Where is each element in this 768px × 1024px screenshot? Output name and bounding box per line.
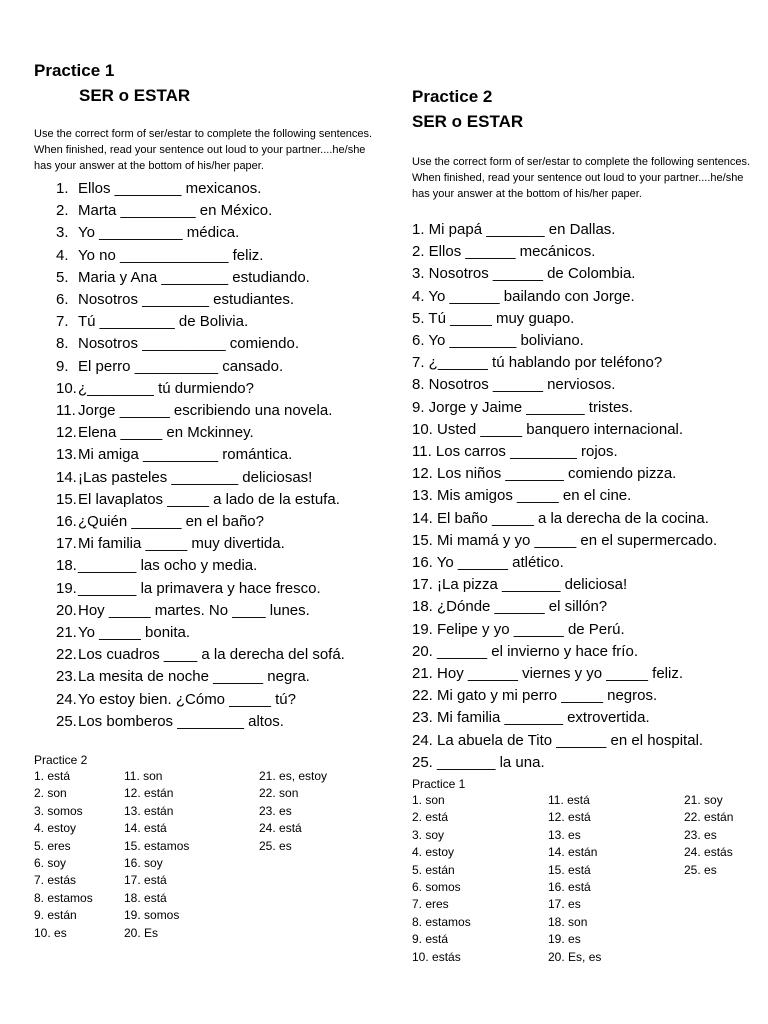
exercise-text: Nosotros ________ estudiantes. [78, 291, 294, 309]
exercise-item: 12. Los niños _______ comiendo pizza. [412, 465, 677, 483]
exercise-item [56, 600, 384, 622]
answer-key-entry: 12. está [548, 810, 591, 825]
answer-key-entry: 18. está [124, 890, 167, 905]
exercise-item: 1. Mi papá _______ en Dallas. [412, 221, 616, 238]
answer-key-entry: 11. está [548, 793, 590, 808]
exercise-item: 7. ¿______ tú hablando por teléfono? [412, 354, 663, 372]
exercise-item: 23. Mi familia _______ extrovertida. [412, 709, 650, 727]
exercise-text: Mi familia _____ muy divertida. [78, 535, 285, 553]
answer-key-entry: 9. está [412, 932, 449, 947]
answer-key-entry: 20. Es, es [548, 949, 602, 964]
answer-key-entry: 5. eres [34, 838, 71, 853]
answer-key-entry: 24. estás [684, 845, 733, 860]
answer-key-entry: 7. estás [34, 873, 77, 888]
answer-key-entry: 24. está [259, 821, 302, 836]
exercise-item [56, 422, 384, 444]
exercise-number: 12. [56, 424, 77, 442]
answer-key-entry: 21. es, estoy [259, 769, 328, 784]
exercise-number: 6. [56, 291, 69, 309]
exercise-number: 13. [56, 446, 77, 464]
answer-key-entry: 12. están [124, 786, 174, 801]
exercise-item [56, 533, 384, 555]
answer-key-entry: 4. estoy [412, 845, 455, 860]
exercise-item [56, 245, 384, 267]
exercise-item: 15. Mi mamá y yo _____ en el supermercado. [412, 531, 718, 549]
exercise-item [56, 267, 384, 289]
exercise-item: 2. Ellos ______ mecánicos. [412, 243, 596, 261]
exercise-number: 25. [56, 712, 77, 730]
exercise-text: Mi amiga _________ romántica. [78, 446, 293, 464]
practice-1-title: Practice 1 [34, 61, 115, 80]
answer-key-entry: 22. están [684, 810, 734, 825]
answer-key-entry: 23. es [684, 827, 717, 842]
practice-2-instructions: Use the correct form of ser/estar to complete the following sentences. When finished, read your sentence out loud to your partner....he/she has your answer at the bottom of his/her paper. [412, 156, 751, 200]
exercise-number: 16. [56, 513, 77, 531]
exercise-number: 5. [56, 268, 69, 286]
exercise-text: Ellos ________ mexicanos. [78, 180, 262, 197]
practice-1-exercise-list [56, 178, 384, 733]
exercise-text: Marta _________ en México. [78, 202, 273, 220]
practice-2-answer-key-title: Practice 1 [412, 777, 466, 792]
answer-key-entry: 14. están [548, 845, 598, 860]
exercise-item [56, 644, 384, 666]
answer-key-entry: 8. estamos [34, 890, 93, 905]
answer-key-entry: 2. está [412, 810, 449, 825]
exercise-item [56, 178, 384, 200]
answer-key-entry: 15. estamos [124, 838, 190, 853]
exercise-item [56, 555, 384, 577]
exercise-item [56, 400, 384, 422]
practice-2-answer-key [412, 793, 752, 967]
exercise-number: 23. [56, 668, 77, 686]
exercise-item: 5. Tú _____ muy guapo. [412, 309, 575, 327]
exercise-text: La mesita de noche ______ negra. [78, 668, 310, 686]
answer-key-entry: 18. son [548, 914, 588, 929]
answer-key-entry: 22. son [259, 786, 299, 801]
exercise-item: 9. Jorge y Jaime _______ tristes. [412, 398, 633, 416]
answer-key-entry: 6. soy [34, 856, 67, 871]
answer-key-entry: 2. son [34, 786, 67, 801]
exercise-number: 24. [56, 690, 77, 708]
answer-key-entry: 8. estamos [412, 914, 471, 929]
exercise-item: 8. Nosotros ______ nerviosos. [412, 376, 616, 394]
exercise-number: 9. [56, 357, 69, 375]
exercise-item [56, 356, 384, 378]
answer-key-entry: 19. es [548, 932, 581, 947]
practice-1-instructions: Use the correct form of ser/estar to complete the following sentences. When finished, read your sentence out loud to your partner....he/she has your answer at the bottom of his/her paper. [34, 128, 373, 172]
answer-key-entry: 25. es [259, 838, 292, 853]
exercise-text: Los bomberos ________ altos. [78, 712, 284, 730]
exercise-item [56, 689, 384, 711]
answer-key-entry: 1. está [34, 769, 71, 784]
exercise-text: ¿Quién ______ en el baño? [78, 513, 264, 531]
answer-key-entry: 17. es [548, 897, 581, 912]
exercise-item: 19. Felipe y yo ______ de Perú. [412, 620, 625, 638]
exercise-text: Yo no _____________ feliz. [78, 246, 264, 264]
exercise-text: Elena _____ en Mckinney. [78, 424, 254, 442]
exercise-item: 10. Usted _____ banquero internacional. [412, 420, 684, 438]
practice-2-title: Practice 2 [412, 87, 493, 106]
exercise-item [56, 289, 384, 311]
exercise-number: 2. [56, 202, 69, 220]
exercise-text: El lavaplatos _____ a lado de la estufa. [78, 490, 340, 508]
answer-key-entry: 21. soy [684, 793, 723, 808]
exercise-item [56, 200, 384, 222]
exercise-item: 24. La abuela de Tito ______ en el hospital. [412, 731, 704, 749]
exercise-item: 17. ¡La pizza _______ deliciosa! [412, 576, 628, 594]
practice-1-answer-key-title: Practice 2 [34, 753, 88, 768]
exercise-number: 4. [56, 246, 69, 264]
exercise-number: 3. [56, 224, 69, 242]
exercise-text: Nosotros __________ comiendo. [78, 335, 299, 353]
exercise-item [56, 333, 384, 355]
exercise-item [56, 622, 384, 644]
exercise-text: Jorge ______ escribiendo una novela. [78, 402, 333, 420]
exercise-text: Tú _________ de Bolivia. [78, 313, 249, 331]
exercise-text: Yo _____ bonita. [78, 624, 191, 642]
answer-key-entry: 23. es [259, 803, 292, 818]
answer-key-entry: 15. está [548, 862, 591, 877]
exercise-text: _______ las ocho y media. [78, 557, 258, 575]
answer-key-entry: 17. está [124, 873, 167, 888]
answer-key-entry: 25. es [684, 862, 717, 877]
exercise-text: _______ la primavera y hace fresco. [78, 579, 321, 597]
exercise-item: 25. _______ la una. [412, 753, 545, 771]
exercise-text: Yo estoy bien. ¿Cómo _____ tú? [78, 690, 296, 708]
answer-key-entry: 11. son [124, 769, 163, 784]
exercise-number: 7. [56, 313, 69, 331]
exercise-item: 6. Yo ________ boliviano. [412, 332, 584, 350]
exercise-item [56, 378, 384, 400]
exercise-item: 14. El baño _____ a la derecha de la cocina. [412, 509, 709, 527]
exercise-number: 15. [56, 490, 77, 508]
exercise-item: 21. Hoy ______ viernes y yo _____ feliz. [412, 665, 684, 683]
exercise-item [56, 578, 384, 600]
answer-key-entry: 19. somos [124, 908, 180, 923]
exercise-item [56, 222, 384, 244]
answer-key-entry: 16. está [548, 880, 591, 895]
exercise-number: 17. [56, 535, 77, 553]
practice-1-subtitle: SER o ESTAR [79, 86, 191, 105]
exercise-number: 14. [56, 468, 77, 486]
practice-1-answer-key [34, 769, 384, 943]
answer-key-entry: 10. estás [412, 949, 461, 964]
exercise-number: 21. [56, 624, 77, 642]
answer-key-entry: 6. somos [412, 880, 461, 895]
exercise-item [56, 489, 384, 511]
practice-2-subtitle: SER o ESTAR [412, 112, 524, 131]
exercise-text: Yo __________ médica. [78, 224, 240, 242]
exercise-text: El perro __________ cansado. [78, 357, 284, 375]
exercise-item: 11. Los carros ________ rojos. [412, 443, 618, 461]
exercise-number: 18. [56, 557, 77, 575]
exercise-item [56, 467, 384, 489]
exercise-number: 20. [56, 601, 77, 619]
practice-2-column [412, 0, 752, 967]
exercise-text: Hoy _____ martes. No ____ lunes. [78, 601, 310, 619]
exercise-number: 11. [56, 402, 76, 420]
answer-key-entry: 1. son [412, 793, 445, 808]
answer-key-entry: 3. somos [34, 803, 83, 818]
answer-key-entry: 9. están [34, 908, 77, 923]
exercise-item [56, 311, 384, 333]
answer-key-entry: 5. están [412, 862, 455, 877]
answer-key-entry: 13. es [548, 827, 581, 842]
exercise-item: 20. ______ el invierno y hace frío. [412, 642, 638, 660]
answer-key-entry: 16. soy [124, 856, 163, 871]
exercise-item [56, 444, 384, 466]
exercise-item: 4. Yo ______ bailando con Jorge. [412, 287, 635, 305]
practice-1-column [34, 0, 384, 943]
exercise-number: 8. [56, 335, 69, 353]
exercise-text: ¿________ tú durmiendo? [78, 379, 254, 397]
exercise-number: 22. [56, 646, 77, 664]
exercise-item [56, 511, 384, 533]
answer-key-entry: 10. es [34, 925, 67, 940]
exercise-number: 10. [56, 379, 77, 397]
exercise-item: 16. Yo ______ atlético. [412, 554, 564, 572]
exercise-item: 13. Mis amigos _____ en el cine. [412, 487, 632, 505]
exercise-number: 1. [56, 180, 69, 197]
answer-key-entry: 3. soy [412, 827, 445, 842]
exercise-item [56, 711, 384, 733]
exercise-text: Los cuadros ____ a la derecha del sofá. [78, 646, 345, 664]
practice-2-exercise-list [412, 219, 752, 774]
answer-key-entry: 14. está [124, 821, 167, 836]
answer-key-entry: 13. están [124, 803, 174, 818]
exercise-item: 18. ¿Dónde ______ el sillón? [412, 598, 608, 616]
exercise-item: 22. Mi gato y mi perro _____ negros. [412, 687, 658, 705]
exercise-item: 3. Nosotros ______ de Colombia. [412, 265, 636, 283]
answer-key-entry: 4. estoy [34, 821, 77, 836]
exercise-number: 19. [56, 579, 77, 597]
exercise-text: Maria y Ana ________ estudiando. [78, 268, 310, 286]
exercise-text: ¡Las pasteles ________ deliciosas! [78, 468, 313, 486]
exercise-item [56, 666, 384, 688]
answer-key-entry: 20. Es [124, 925, 159, 940]
answer-key-entry: 7. eres [412, 897, 449, 912]
